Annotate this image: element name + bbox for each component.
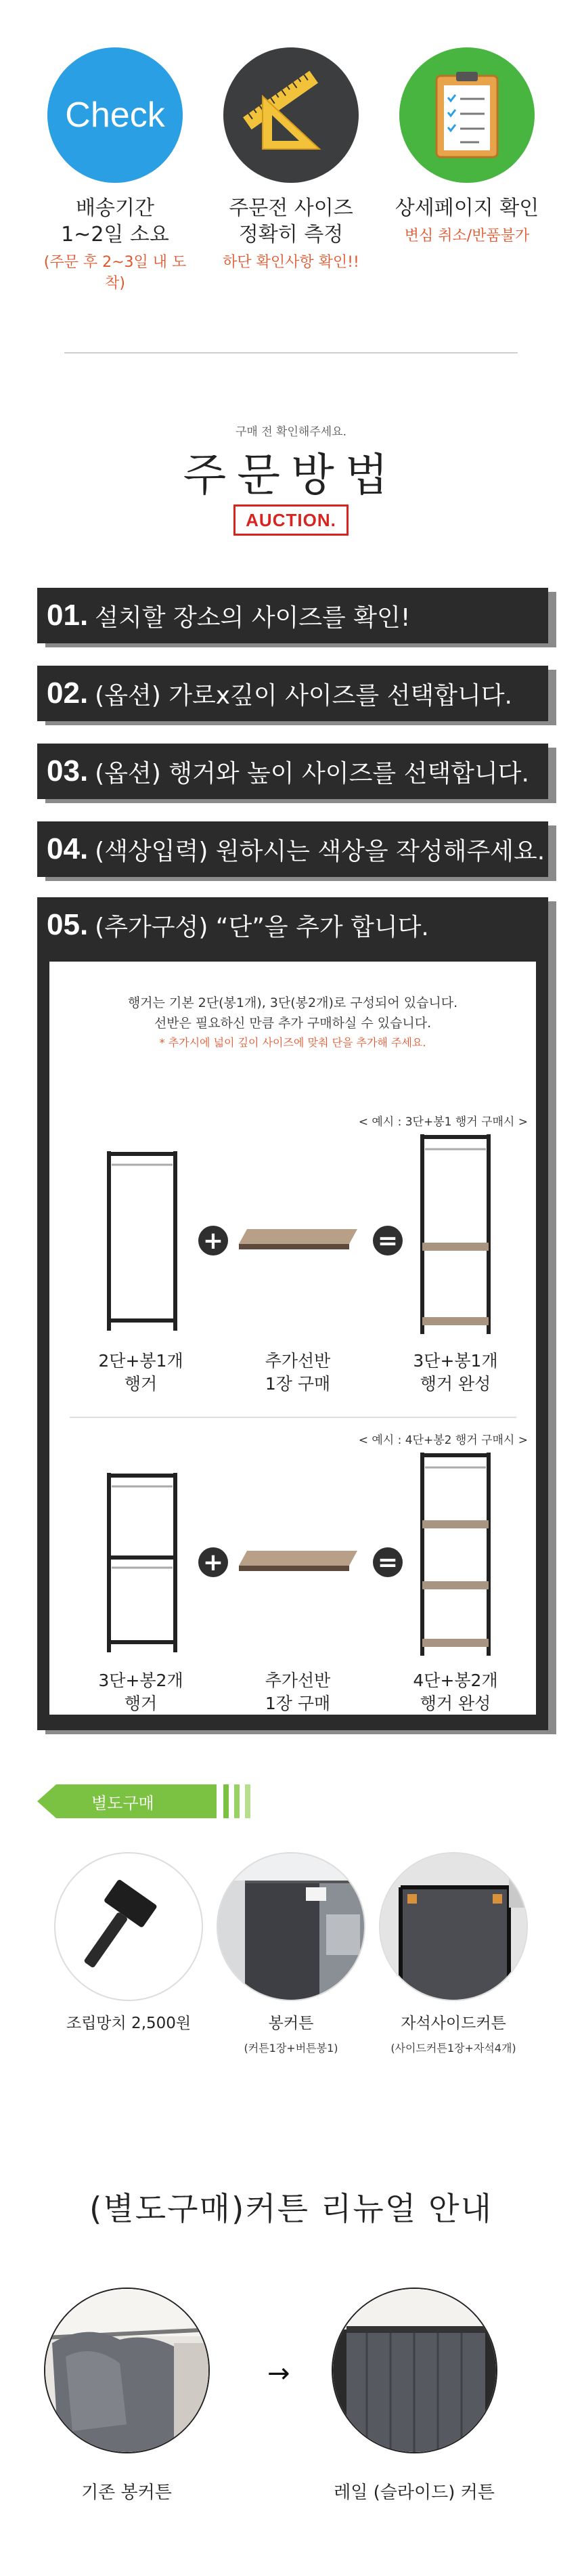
shelf-board-icon — [239, 1229, 357, 1252]
size-line1: 주문전 사이즈 — [229, 196, 353, 220]
rail-curtain-caption: 레일 (슬라이드) 커튼 — [334, 2483, 495, 2503]
ruler-icon — [223, 47, 359, 183]
step-5 — [37, 897, 548, 1730]
hanger-3tier-icon — [418, 1134, 493, 1334]
step-text: (옵션) 가로x깊이 사이즈를 선택합니다. — [95, 681, 512, 710]
equals-icon: = — [373, 1226, 403, 1255]
hanger-3tier-rod2-icon — [105, 1473, 179, 1652]
item-text: 3단+봉2개 — [98, 1671, 183, 1690]
item-name: 자석사이드커튼 — [401, 2015, 506, 2032]
example-separator — [70, 1417, 516, 1418]
item-sub: (사이드커튼1장+자석4개) — [390, 2042, 516, 2055]
item-extra-shelf — [233, 1350, 362, 1396]
rail-curtain-photo — [332, 2288, 497, 2453]
step-text: (추가구성) “단”을 추가 합니다. — [95, 913, 429, 941]
plus-icon: + — [198, 1547, 228, 1577]
step-number: 05. — [47, 908, 89, 941]
detail-note: 변심 취소/반품불가 — [404, 228, 530, 244]
step-5-content — [49, 962, 536, 1715]
step-number: 03. — [47, 754, 89, 788]
example-2-label: < 예시 : 4단+봉2 행거 구매시 > — [358, 1434, 528, 1447]
step-4 — [37, 821, 548, 877]
plus-icon: + — [198, 1226, 228, 1255]
delivery-note: (주문 후 2~3일 내 도착) — [43, 254, 187, 292]
section-divider — [64, 352, 518, 353]
magnet-curtain-item — [365, 1852, 541, 2055]
item-name: 봉커튼 — [268, 2015, 314, 2032]
shelf-board-icon — [239, 1551, 357, 1574]
detail-title — [386, 195, 548, 221]
curtain-renewal-title: (별도구매)커튼 리뉴얼 안내 — [89, 2191, 493, 2228]
detail-line1: 상세페이지 확인 — [395, 196, 539, 220]
separate-purchase-label: 별도구매 — [91, 1794, 154, 1813]
step-1 — [37, 588, 548, 643]
info-icons-row — [0, 47, 582, 293]
curtain-photo — [217, 1852, 365, 2001]
item-name: 조립망치 2,500원 — [66, 2015, 192, 2032]
step-5-header — [37, 897, 548, 953]
item-4tier — [391, 1669, 520, 1715]
item-text: 행거 완성 — [420, 1693, 491, 1713]
hammer-icon — [54, 1852, 203, 2001]
item-2tier — [76, 1350, 205, 1396]
old-curtain-caption: 기존 봉커튼 — [81, 2483, 172, 2503]
item-text: 2단+봉1개 — [98, 1351, 183, 1371]
item-text: 행거 — [124, 1693, 158, 1713]
auction-logo: AUCTION. — [233, 505, 349, 536]
step-text: (색상입력) 원하시는 색상을 작성해주세요. — [95, 837, 545, 865]
size-line2: 정확히 측정 — [238, 223, 344, 246]
item-text: 행거 완성 — [420, 1373, 491, 1394]
size-info — [210, 47, 372, 293]
item-text: 1장 구매 — [265, 1693, 331, 1713]
step-3 — [37, 744, 548, 799]
step-text: (옵션) 행거와 높이 사이즈를 선택합니다. — [95, 759, 529, 788]
pre-purchase-notice: 구매 전 확인해주세요. — [235, 425, 346, 439]
example-1-label: < 예시 : 3단+봉1 행거 구매시 > — [358, 1115, 528, 1129]
step-text: 설치할 장소의 사이즈를 확인! — [95, 603, 411, 632]
delivery-line1: 배송기간 — [76, 196, 154, 220]
item-3tier-rod2 — [76, 1669, 205, 1715]
size-title — [210, 195, 372, 248]
item-extra-shelf — [233, 1669, 362, 1715]
size-note: 하단 확인사항 확인!! — [223, 254, 359, 271]
separate-purchase-tag — [37, 1784, 257, 1818]
item-text: 추가선반 — [265, 1671, 331, 1690]
hanger-4tier-icon — [418, 1453, 493, 1656]
item-sub: (커튼1장+버튼봉1) — [244, 2042, 338, 2055]
item-text: 추가선반 — [265, 1351, 331, 1371]
delivery-line2: 1~2일 소요 — [61, 223, 169, 246]
detail-info — [386, 47, 548, 293]
item-text: 행거 — [124, 1373, 158, 1394]
item-3tier — [391, 1350, 520, 1396]
note-warning: * 추가시에 넓이 깊이 사이즈에 맞춰 단을 추가해 주세요. — [159, 1035, 426, 1049]
arrow-right-icon: → — [267, 2358, 290, 2389]
step-2 — [37, 666, 548, 721]
example-1-row — [49, 1134, 536, 1419]
rod-curtain-item — [203, 1852, 379, 2055]
hanger-2tier-icon — [105, 1151, 179, 1331]
hammer-item — [41, 1852, 217, 2033]
note-line-1: 행거는 기본 2단(봉1개), 3단(봉2개)로 구성되어 있습니다. — [127, 995, 458, 1010]
step-number: 01. — [47, 599, 89, 632]
old-rod-curtain-photo — [44, 2288, 210, 2453]
step-number: 04. — [47, 832, 89, 865]
magnet-curtain-photo — [379, 1852, 528, 2001]
check-circle-icon — [47, 47, 183, 183]
check-badge-text: Check — [65, 95, 165, 135]
example-2-row — [49, 1453, 536, 1713]
delivery-title — [34, 195, 196, 248]
note-line-2: 선반은 필요하신 만큼 추가 구매하실 수 있습니다. — [154, 1016, 432, 1031]
order-method-title: 주문방법 — [183, 449, 399, 501]
step-number: 02. — [47, 677, 89, 710]
delivery-info — [34, 47, 196, 293]
clipboard-icon — [399, 47, 535, 183]
step-5-note — [49, 993, 536, 1051]
item-text: 4단+봉2개 — [413, 1671, 498, 1690]
item-text: 1장 구매 — [265, 1373, 331, 1394]
item-text: 3단+봉1개 — [413, 1351, 498, 1371]
equals-icon: = — [373, 1547, 403, 1577]
